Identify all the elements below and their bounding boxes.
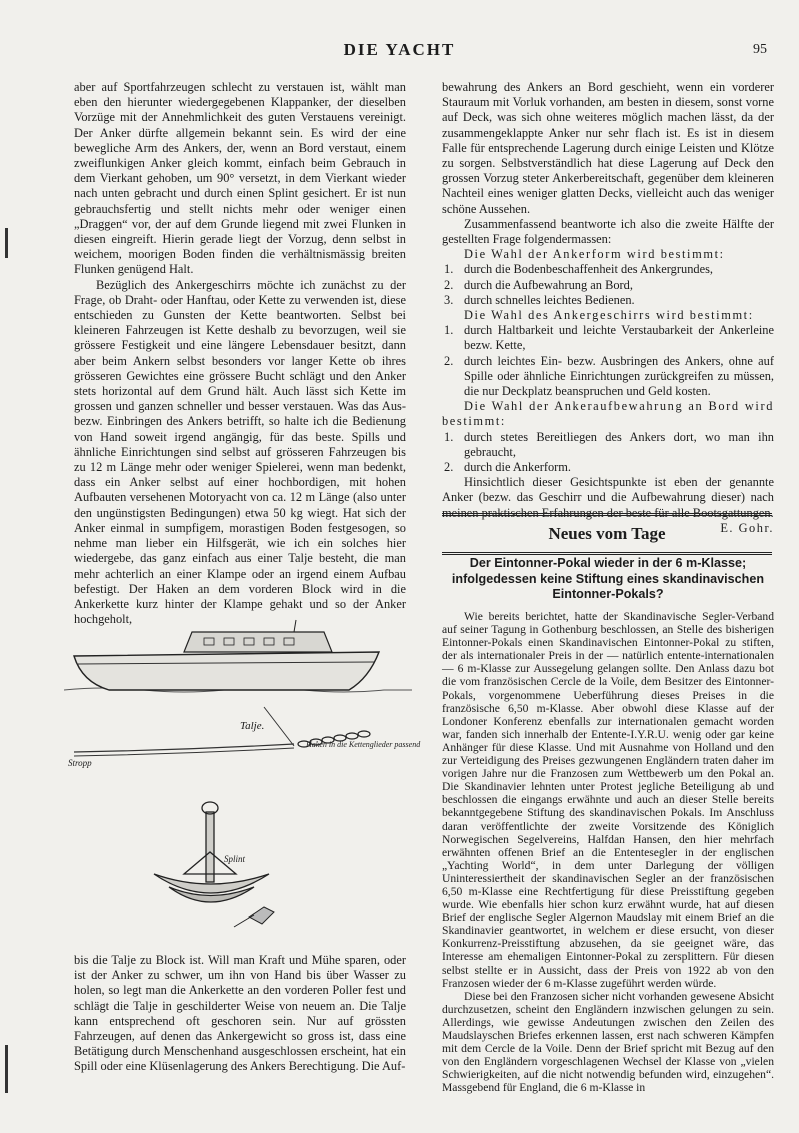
margin-mark <box>5 228 8 258</box>
paragraph: aber auf Sportfahrzeugen schlecht zu verstauen ist, wählt man eben den hierunter wiedergegebenen Klappanker, der dieselben Vorzüge mit der Annehmlichkeit des guten Verstauens vereinigt. Der Anker dürfte allgemein bekannt sein. Es wird der eine bewegliche Arm des Ankers, der, wenn an Bord verstaut, einem zweiflunkigen Anker gleich kommt, einfach beim Gebrauch in dem Vierkant gehoben, um 90° versetzt, in dem Vierkant wieder nach unten gebracht und durch einen Splint gesichert. Er ist nun gebrauchsfertig und stellt nichts mehr oder weniger einen „Draggen“ vor, der auf dem Grunde liegend mit zwei Flunken in diesen eingreift. Hierin gerade liegt der Vorzug, denn selbst in weichem, moorigen Boden finden die verhältnismässig breiten Flunken genügend Halt. <box>74 80 406 277</box>
list-text: durch die Aufbewahrung an Bord, <box>464 277 633 292</box>
group-heading: Die Wahl der Ankerform wird bestimmt: <box>464 247 725 262</box>
list-text: durch leichtes Ein- bezw. Ausbringen des Ankers, ohne auf Spille oder ähnliche Einrichtungen zurückgreifen zu müssen, die nur Deckplatz beanspruchen und Geld kosten. <box>464 353 774 399</box>
group-heading: Die Wahl des Ankergeschirrs wird bestimmt: <box>464 308 754 323</box>
paragraph: Diese bei den Franzosen sicher nicht vorhanden gewesene Absicht durchzusetzen, scheint den Engländern inzwischen gelungen zu sein. Allerdings, wie gewisse Andeutungen zwischen den Zeilen des Maudslayschen Briefes erkennen lassen, erst nach schweren Kämpfen mit dem Cercle de la Voile. Denn der Brief spricht mit Bezug auf den von den Engländern vorgeschlagenen Wechsel der Klasse von „vielen Schwierigkeiten, auf die nicht notwendig befunden wird, einzugehen“. Massgebend für England, die 6 m-Klasse in <box>442 989 774 1095</box>
list-item <box>442 354 774 400</box>
list-number: 3. <box>444 292 454 307</box>
list-item <box>442 278 774 293</box>
label-splint: Splint <box>224 854 246 864</box>
anchor-figure <box>64 612 421 947</box>
news-body <box>442 610 774 1094</box>
list-number: 2. <box>444 277 454 292</box>
journal-title: DIE YACHT <box>343 40 456 59</box>
list-item <box>442 293 774 308</box>
list-item <box>442 430 774 460</box>
list-text: durch Haltbarkeit und leichte Verstaubarkeit der Ankerleine bezw. Kette, <box>464 323 774 353</box>
page-header <box>0 40 799 64</box>
list <box>442 430 774 476</box>
label-stropp: Stropp <box>68 758 92 768</box>
list-number: 1. <box>444 429 454 444</box>
list-text: durch die Ankerform. <box>464 460 572 475</box>
left-column-top <box>74 80 406 627</box>
paragraph: Bezüglich des Ankergeschirrs möchte ich zunächst zu der Frage, ob Draht- oder Hanftau, oder Kette zu verwenden ist, diese entschieden zu Gunsten der Kette beantworten. Selbst bei kleineren Fahrzeugen ist Kette deshalb zu bevorzugen, weil sie grössere Festigkeit und eine längere Lebensdauer besitzt, dann aber beim Ankern selbst besonders vor langer Kette ob ihres grösseren Gewichtes eine grössere Bucht schlägt und den Anker stets horizontal auf dem Grund hält. Auch lässt sich Kette im grossen und ganzen schneller und besser verstauen. Was das Aus- bezw. Einbringen des Ankers betrifft, so halte ich die Bedienung von Hand soweit irgend angängig, für das beste. Spills und ähnliche Einrichtungen sind selbst auf grösseren Fahrzeugen bis zu 12 m Länge mehr oder weniger Spielerei, wenn man bedenkt, dass ein Anker selbst auf einer hochbordigen, mit hohen Aufbauten versehenen Motoryacht von ca. 12 m Länge (also unter den ungünstigsten Bedingungen) etwa 50 kg wiegt. Hat sich der Anker einmal in sumpfigem, morastigen Boden festgesogen, so nehme man lieber ein Hilfsgerät, wie ich ein solches hier wiedergebe, das ganz einfach aus einer Talje besteht, die man mehr achterlich an einer Klampe oder an irgend einem Aufbau befestigt. Der Haken an dem vorderen Block wird in die Ankerkette kurz hinter der Klampe gehakt und so der Anker hochgeholt, <box>74 277 406 627</box>
list-text: durch stetes Bereitliegen des Ankers dort, wo man ihn gebraucht, <box>464 429 774 459</box>
label-haken: Haken in die Kettenglieder passend <box>306 740 421 749</box>
paragraph: Wie bereits berichtet, hatte der Skandinavische Segler-Verband auf seiner Tagung in Gothenburg beschlossen, an Stelle des bisherigen Eintonner-Pokals einen Skandinavischen Eintonner-Pokal zu stiften, der als internationaler Preis in der — natürlich entente-internationalen — 6 m-Klasse zur Aussegelung gelangen sollte. Den Anlass dazu bot die vom französischen Cercle de la Voile, dem Besitzer des Eintonner-Pokals, vorgenommene Ueberführung dieses Preises in die französische 6,50 m-Klasse. Aber obwohl diese Klasse auf der Londoner Konferenz ebenfalls zur internationalen gemacht worden war, fanden sich innerhalb der Entente-I.Y.R.U. wenig oder gar keine Anhänger für diese Klasse. Und mit Ausnahme von Holland und den zur Verteidigung des Preises gezwungenen Engländern traten daher im vorigen Jahre nur die Franzosen zum Wettbewerb um den Pokal an. Die Skandinavier lehnten unter Protest jegliche Beteiligung ab und beschlossen die eingangs erwähnte und auch an dieser Stelle bereits bekanntgegebene Stiftung des skandinavischen Pokals. Im Anschluss daran veröffentlichte der zweite Vorsitzende des Königlich Norwegischen Segelvereins, Halfdan Hansen, den hier mehrfach erwähnten offenen Brief an die Ententesegler in der englischen „Yachting World“, in dem unter Darlegung der völligen Uninteressiertheit der skandinavischen Segler an der französischen 6,50 m-Klasse eine Rechtfertigung für diese Preisstiftung gegeben wurde. Wie ebenfalls hier schon kurz erwähnt wurde, hat auf diesen Brief der englische Segler Algernon Maudslay mit einem Brief an die Skandinavier geantwortet, in welchem er diese ersucht, von dieser Konkurrenz-Preisstiftung abzusehen, da sie geeignet wäre, das Interesse am ehemaligen Eintonner-Pokal zu zersplittern. Für diesen selbst stellte er in Aussicht, dass der Preis von 1922 ab von den Franzosen wieder der 6 m-Klasse zugeführt werden würde. <box>442 610 774 990</box>
right-column-top <box>442 80 774 536</box>
list-number: 2. <box>444 460 454 475</box>
group-heading: Die Wahl der Ankeraufbewahrung an Bord wird bestimmt: <box>442 399 774 429</box>
section-title: Neues vom Tage <box>442 513 772 555</box>
list-number: 1. <box>444 323 454 338</box>
list <box>442 323 774 399</box>
news-headline: Der Eintonner-Pokal wieder in der 6 m-Klasse; infolgedessen keine Stiftung eines skandinavischen Eintonner-Pokals? <box>451 556 765 601</box>
paragraph: Zusammenfassend beantworte ich also die zweite Hälfte der gestellten Frage folgendermassen: <box>442 216 774 247</box>
margin-mark <box>5 1045 8 1093</box>
list <box>442 262 774 308</box>
list-item <box>442 323 774 353</box>
list-item <box>442 262 774 277</box>
list-text: durch die Bodenbeschaffenheit des Ankergrundes, <box>464 262 714 277</box>
anchor-illustration <box>64 612 412 947</box>
page-number: 95 <box>753 42 767 57</box>
list-item <box>442 460 774 475</box>
left-column-bottom <box>74 953 406 1075</box>
paragraph: bis die Talje zu Block ist. Will man Kraft und Mühe sparen, oder ist der Anker zu schwer, um ihn von Hand bis über Wasser zu holen, so legt man die Ankerkette an den vorderen Poller fest und schlägt die Talje in geschilderter Weise von neuem an. Die Talje kann entsprechend oft geschoren sein. Nur auf grössten Fahrzeugen, auf denen das Ankergewicht so gross ist, dass eine Betätigung durch Menschenhand ausgeschlossen erscheint, hat ein Spill oder eine Klüsenlagerung des Ankers Berechtigung. Die Auf- <box>74 953 406 1074</box>
paragraph: bewahrung des Ankers an Bord geschieht, wenn ein vorderer Stauraum mit Vorluk vorhanden, am besten in diesem, sonst vorne auf Deck, was sich ohne weiteres möglich machen lässt, da der zusammengeklappte Anker nur sehr flach ist. Es ist in diesem Falle für entsprechende Lagerung durch einige Leisten und Klötze zu sorgen. Selbstverständlich hat diese Lagerung auf Deck den grossen Vorzug steter Ankerbereitschaft, gegenüber dem kleineren Nachteil eines weniger glatten Decks, vielleicht auch das weniger schöne Aussehen. <box>442 80 774 216</box>
list-text: durch schnelles leichtes Bedienen. <box>464 292 635 307</box>
list-number: 1. <box>444 262 454 277</box>
paragraph: Hinsichtlich dieser Gesichtspunkte ist eben der genannte Anker (bezw. das Geschirr und die Aufbewahrung dieser) nach meinen praktischen Erfahrungen der beste für alle Bootsgattungen. <box>442 475 774 520</box>
label-talje: Talje. <box>240 720 265 732</box>
author-signature: E. Gohr. <box>720 520 774 535</box>
list-number: 2. <box>444 353 454 368</box>
